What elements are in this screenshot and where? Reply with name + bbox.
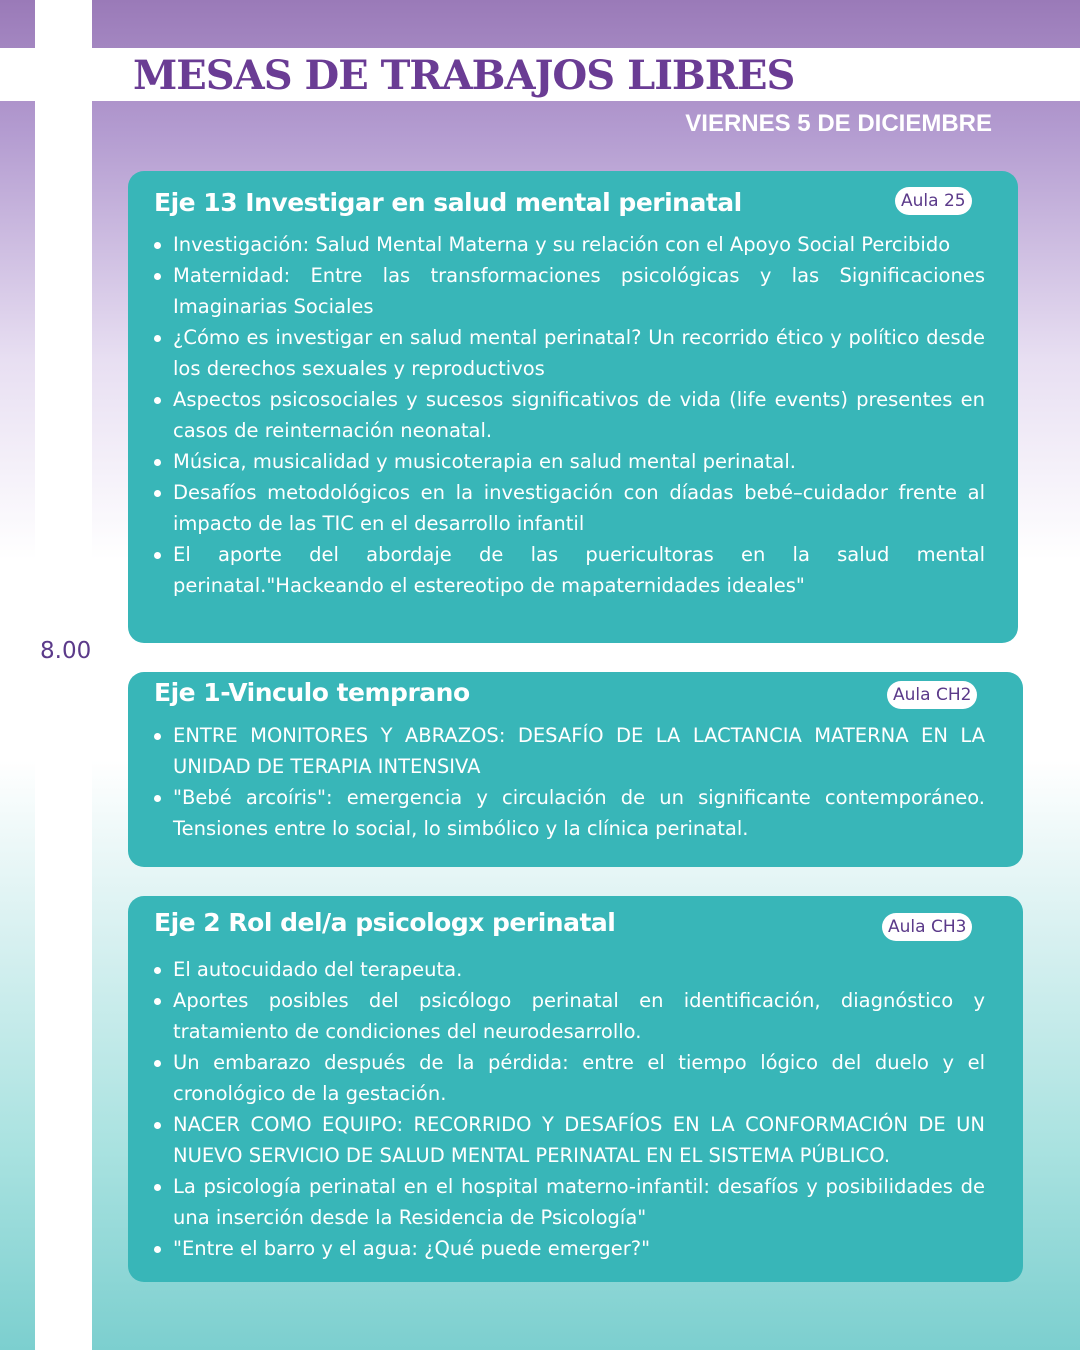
list-item: Aspectos psicosociales y sucesos significativos de vida (life events) presentes en casos de reinternación neonatal. (173, 384, 985, 446)
room-badge: Aula 25 (895, 187, 972, 215)
list-item: El aporte del abordaje de las puericultoras en la salud mental perinatal."Hackeando el estereotipo de mapaternidades ideales" (173, 539, 985, 601)
session-title: Eje 2 Rol del/a psicologx perinatal (154, 908, 616, 937)
list-item: ¿Cómo es investigar en salud mental perinatal? Un recorrido ético y político desde los derechos sexuales y reproductivos (173, 322, 985, 384)
list-item: "Entre el barro y el agua: ¿Qué puede emerger?" (173, 1233, 985, 1264)
paper-list (154, 720, 985, 844)
list-item: Maternidad: Entre las transformaciones psicológicas y las Significaciones Imaginarias Sociales (173, 260, 985, 322)
session-card-eje-1 (128, 672, 1023, 867)
room-badge: Aula CH3 (882, 913, 972, 941)
list-item: Investigación: Salud Mental Materna y su relación con el Apoyo Social Percibido (173, 229, 985, 260)
room-badge: Aula CH2 (887, 681, 977, 709)
list-item: Desafíos metodológicos en la investigación con díadas bebé–cuidador frente al impacto de las TIC en el desarrollo infantil (173, 477, 985, 539)
list-item: "Bebé arcoíris": emergencia y circulación de un significante contemporáneo. Tensiones entre lo social, lo simbólico y la clínica perinatal. (173, 782, 985, 844)
session-title: Eje 13 Investigar en salud mental perinatal (154, 188, 742, 217)
event-date: VIERNES 5 DE DICIEMBRE (685, 110, 992, 137)
list-item: La psicología perinatal en el hospital materno-infantil: desafíos y posibilidades de una inserción desde la Residencia de Psicología" (173, 1171, 985, 1233)
left-white-strip (35, 0, 92, 1350)
session-title: Eje 1-Vinculo temprano (154, 678, 470, 707)
paper-list (154, 229, 985, 601)
session-time: 8.00 (40, 638, 92, 664)
list-item: Música, musicalidad y musicoterapia en salud mental perinatal. (173, 446, 985, 477)
list-item: Un embarazo después de la pérdida: entre el tiempo lógico del duelo y el cronológico de la gestación. (173, 1047, 985, 1109)
list-item: ENTRE MONITORES Y ABRAZOS: DESAFÍO DE LA LACTANCIA MATERNA EN LA UNIDAD DE TERAPIA INTENSIVA (173, 720, 985, 782)
list-item: NACER COMO EQUIPO: RECORRIDO Y DESAFÍOS EN LA CONFORMACIÓN DE UN NUEVO SERVICIO DE SALUD MENTAL PERINATAL EN EL SISTEMA PÚBLICO. (173, 1109, 985, 1171)
list-item: El autocuidado del terapeuta. (173, 954, 985, 985)
session-card-eje-13 (128, 171, 1018, 643)
page-title: MESAS DE TRABAJOS LIBRES (133, 52, 795, 99)
session-card-eje-2 (128, 896, 1023, 1282)
list-item: Aportes posibles del psicólogo perinatal en identificación, diagnóstico y tratamiento de condiciones del neurodesarrollo. (173, 985, 985, 1047)
paper-list (154, 954, 985, 1264)
